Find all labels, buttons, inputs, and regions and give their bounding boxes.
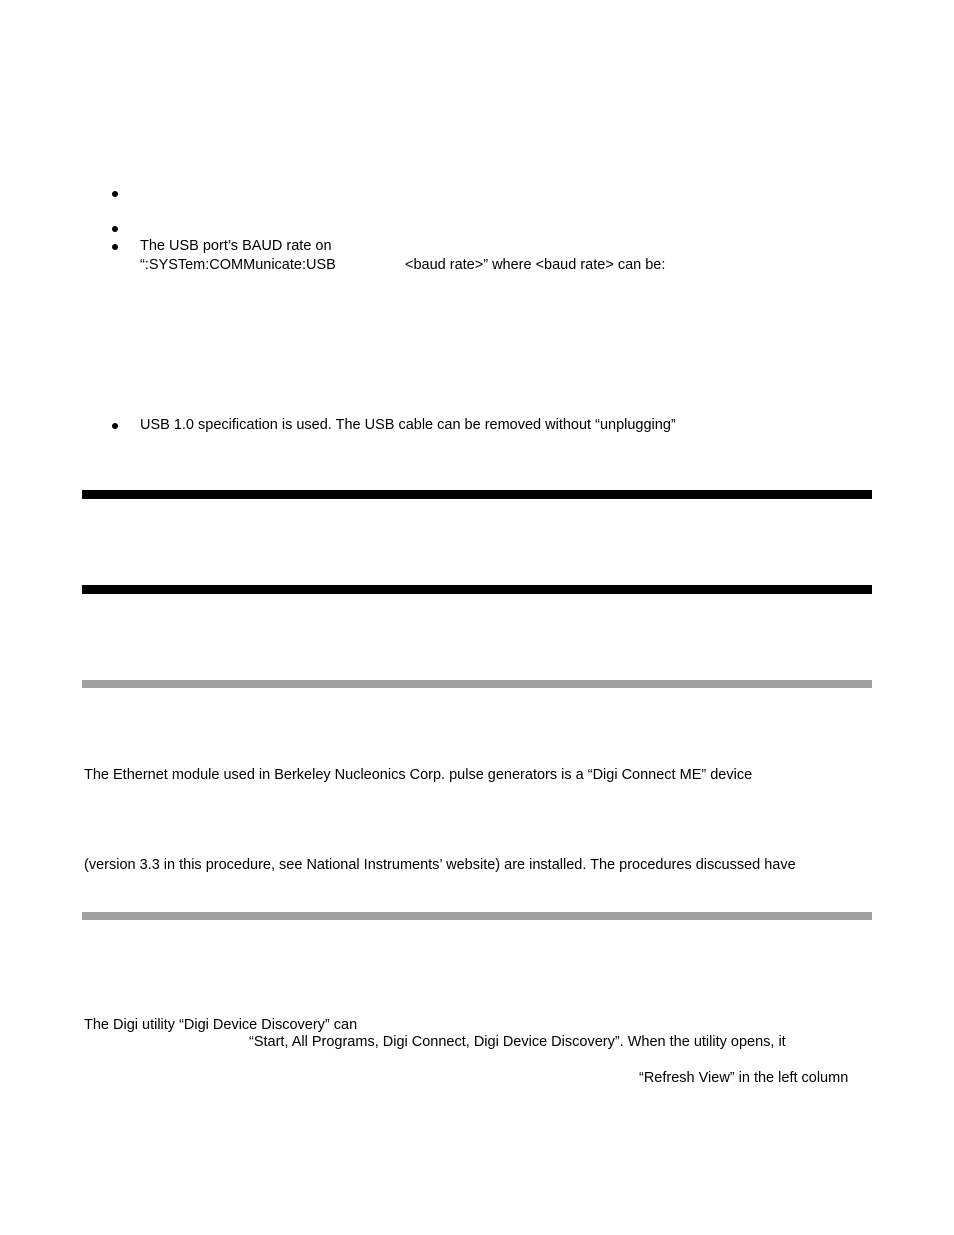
baud-rate-command: “:SYSTem:COMMunicate:USB: [140, 257, 336, 273]
baud-rate-values-intro: <baud rate>” where <baud rate> can be:: [405, 257, 666, 273]
discovery-line-2: “Start, All Programs, Digi Connect, Digi Device Discovery”. When the utility opens, it: [249, 1034, 786, 1050]
subsection-rule-1: [82, 680, 872, 688]
discovery-line-1: The Digi utility “Digi Device Discovery” can: [84, 1017, 358, 1033]
ethernet-module-text: The Ethernet module used in Berkeley Nucleonics Corp. pulse generators is a “Digi Connect ME” device: [84, 767, 753, 783]
ethernet-version-text: (version 3.3 in this procedure, see National Instruments’ website) are installed. The procedures discussed have: [84, 857, 796, 873]
section-rule-1: [82, 490, 872, 499]
subsection-rule-2: [82, 912, 872, 920]
bullet-empty-2: [112, 226, 118, 232]
bullet-empty-1: [112, 191, 118, 197]
usb-spec-text: USB 1.0 specification is used. The USB cable can be removed without “unplugging”: [140, 417, 676, 433]
bullet-usb-spec: [112, 423, 118, 429]
baud-rate-line-1: The USB port’s BAUD rate on: [140, 238, 332, 254]
bullet-baud: [112, 244, 118, 250]
section-rule-2: [82, 585, 872, 594]
discovery-line-3: “Refresh View” in the left column: [639, 1070, 849, 1086]
